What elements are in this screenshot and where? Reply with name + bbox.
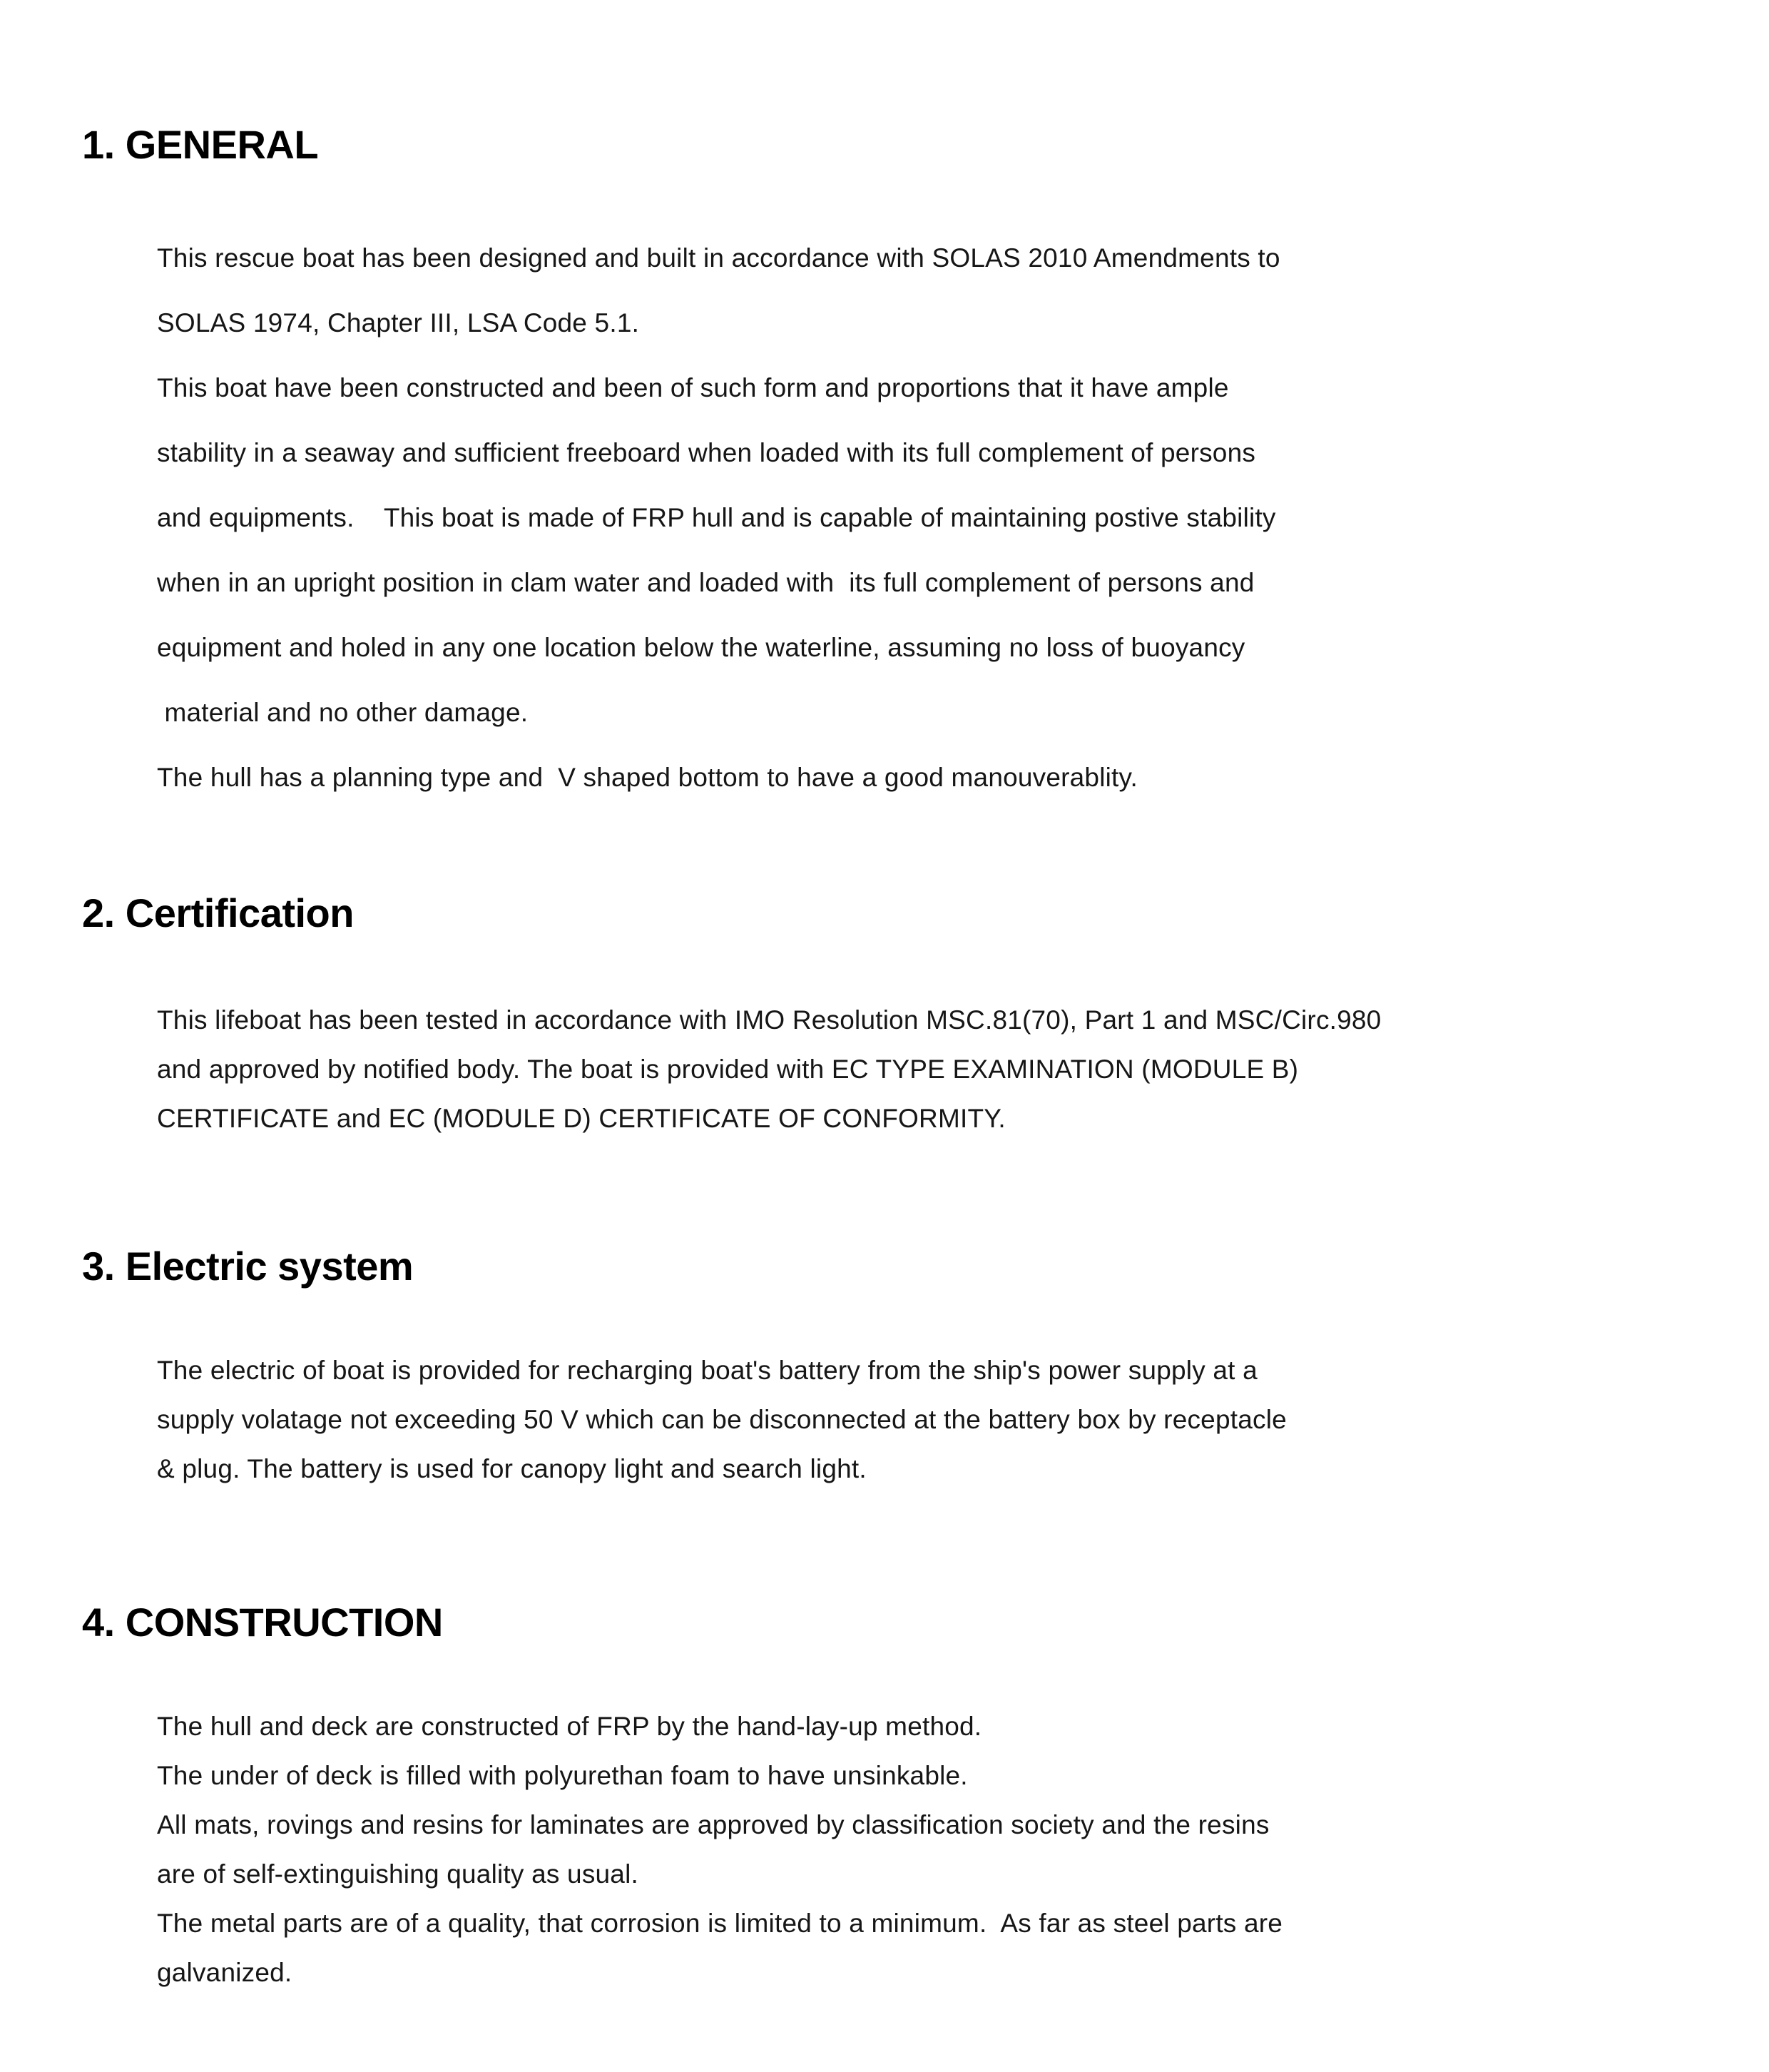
section-body (82, 1346, 1726, 1493)
section-general (82, 121, 1726, 810)
section-certification (82, 890, 1726, 1143)
text-line: The hull has a planning type and V shaped bottom to have a good manouverablity. (157, 763, 1138, 792)
section-electric-system (82, 1243, 1726, 1493)
text-line: This lifeboat has been tested in accordance with IMO Resolution MSC.81(70), Part 1 and MSC/Circ.980 (157, 1005, 1382, 1035)
text-line: material and no other damage. (157, 698, 529, 727)
section-body (82, 225, 1726, 810)
text-line: and equipments. This boat is made of FRP hull and is capable of maintaining postive stability (157, 503, 1276, 532)
text-line: are of self-extinguishing quality as usual. (157, 1859, 638, 1889)
text-line: & plug. The battery is used for canopy light and search light. (157, 1454, 867, 1483)
text-line: This rescue boat has been designed and built in accordance with SOLAS 2010 Amendments to (157, 243, 1280, 273)
text-line: supply volatage not exceeding 50 V which can be disconnected at the battery box by receptacle (157, 1405, 1287, 1434)
section-heading: 3. Electric system (82, 1244, 414, 1289)
text-line: galvanized. (157, 1958, 292, 1987)
text-line: The electric of boat is provided for recharging boat's battery from the ship's power supply at a (157, 1356, 1258, 1385)
text-line: and approved by notified body. The boat is provided with EC TYPE EXAMINATION (MODULE B) (157, 1055, 1299, 1084)
text-line: The hull and deck are constructed of FRP by the hand-lay-up method. (157, 1712, 982, 1741)
text-line: CERTIFICATE and EC (MODULE D) CERTIFICATE OF CONFORMITY. (157, 1104, 1006, 1133)
text-line: stability in a seaway and sufficient freeboard when loaded with its full complement of persons (157, 438, 1256, 467)
text-line: The under of deck is filled with polyurethan foam to have unsinkable. (157, 1761, 968, 1790)
text-line: when in an upright position in clam water and loaded with its full complement of persons and (157, 568, 1255, 597)
section-heading: 4. CONSTRUCTION (82, 1600, 443, 1645)
section-heading: 2. Certification (82, 890, 354, 935)
section-body (82, 1702, 1726, 1997)
text-line: This boat have been constructed and been of such form and proportions that it have ample (157, 373, 1229, 402)
text-line: SOLAS 1974, Chapter III, LSA Code 5.1. (157, 308, 640, 337)
text-line: equipment and holed in any one location below the waterline, assuming no loss of buoyancy (157, 633, 1245, 662)
section-heading: 1. GENERAL (82, 122, 319, 167)
text-line: All mats, rovings and resins for laminates are approved by classification society and the resins (157, 1810, 1270, 1839)
section-body (82, 995, 1726, 1143)
section-construction (82, 1599, 1726, 1997)
text-line: The metal parts are of a quality, that corrosion is limited to a minimum. As far as steel parts are (157, 1909, 1283, 1938)
